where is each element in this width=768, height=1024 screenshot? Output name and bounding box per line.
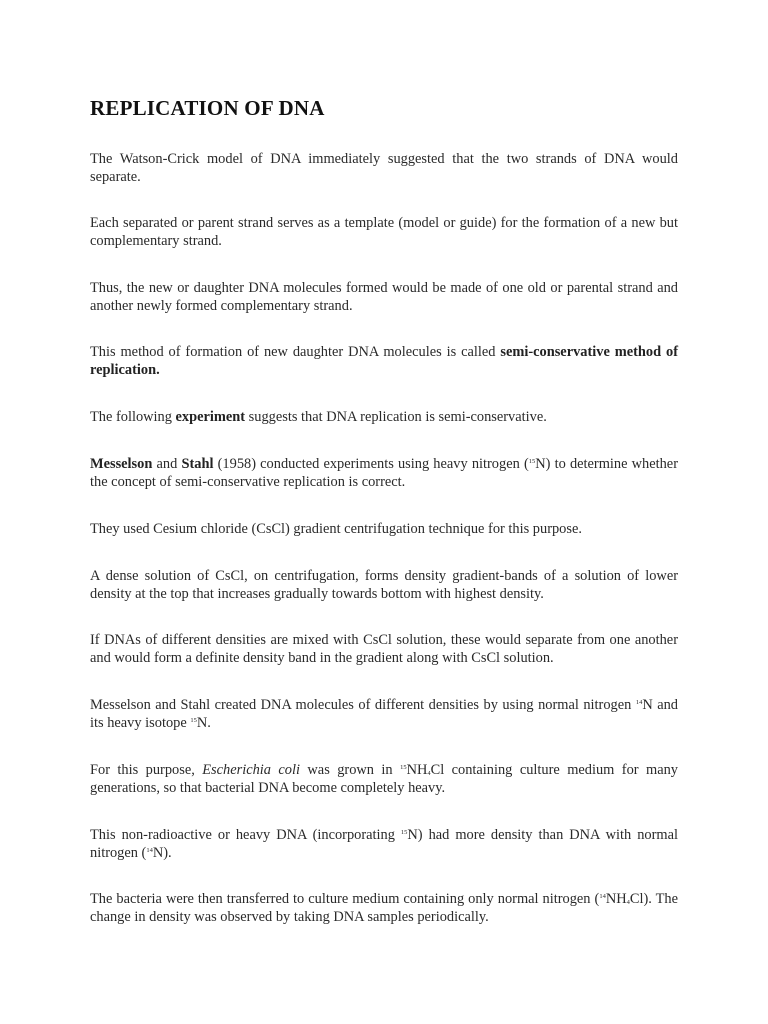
paragraph-10: Messelson and Stahl created DNA molecules of different densities by using normal nitrogen $^{14}$N and its heavy isotope $^{15}$N. <box>90 697 678 731</box>
bold-term: semi-conservative method of replication. <box>90 344 679 378</box>
paragraph-9: If DNAs of different densities are mixed with CsCl solution, these would separate from one another and would form a definite density band in the gradient along with CsCl solution. <box>90 632 678 666</box>
paragraph-7: They used Cesium chloride (CsCl) gradient centrifugation technique for this purpose. <box>90 521 582 537</box>
paragraph-1: The Watson-Crick model of DNA immediately suggested that the two strands of DNA would separate. <box>90 151 678 185</box>
isotope-superscript: 15 <box>528 458 536 465</box>
isotope-superscript: 14 <box>146 847 153 854</box>
species-name: Escherichia coli <box>202 762 300 778</box>
paragraph-4: This method of formation of new daughter DNA molecules is called semi-conservative method of replication. <box>90 344 679 378</box>
paragraph-5: The following experiment suggests that DNA replication is semi-conservative. <box>90 409 547 425</box>
formula-subscript: 4 <box>427 770 431 777</box>
isotope-superscript: 14 <box>635 699 643 706</box>
isotope-superscript: 15 <box>400 764 407 771</box>
bold-name: Messelson <box>90 456 153 472</box>
formula-subscript: 4 <box>626 899 630 906</box>
paragraph-11: For this purpose, Escherichia coli was grown in $^{15}NH_4Cl$ containing culture medium for many generations, so that bacterial DNA become completely heavy. <box>90 762 678 796</box>
isotope-superscript: 15 <box>400 829 408 836</box>
document-title: REPLICATION OF DNA <box>90 96 325 120</box>
isotope-superscript: 15 <box>190 717 197 724</box>
paragraph-13: The bacteria were then transferred to culture medium containing only normal nitrogen $(^{14}NH_4Cl)$. The change in density was observed by taking DNA samples periodically. <box>90 891 678 925</box>
isotope-superscript: 14 <box>599 893 606 900</box>
paragraph-6: Messelson and Stahl (1958) conducted experiments using heavy nitrogen ($^{15}$N) to determine whether the concept of semi-conservative replication is correct. <box>90 456 678 490</box>
paragraph-3: Thus, the new or daughter DNA molecules formed would be made of one old or parental strand and another newly formed complementary strand. <box>90 280 678 314</box>
bold-name: Stahl <box>181 456 214 472</box>
paragraph-12: This non-radioactive or heavy DNA (incorporating $^{15}$N) had more density than DNA with normal nitrogen ($^{14}$N). <box>90 827 678 861</box>
paragraph-8: A dense solution of CsCl, on centrifugation, forms density gradient-bands of a solution of lower density at the top that increases gradually towards bottom with highest density. <box>90 568 678 602</box>
bold-term: experiment <box>175 409 246 425</box>
paragraph-2: Each separated or parent strand serves as a template (model or guide) for the formation of a new but complementary strand. <box>90 215 678 249</box>
